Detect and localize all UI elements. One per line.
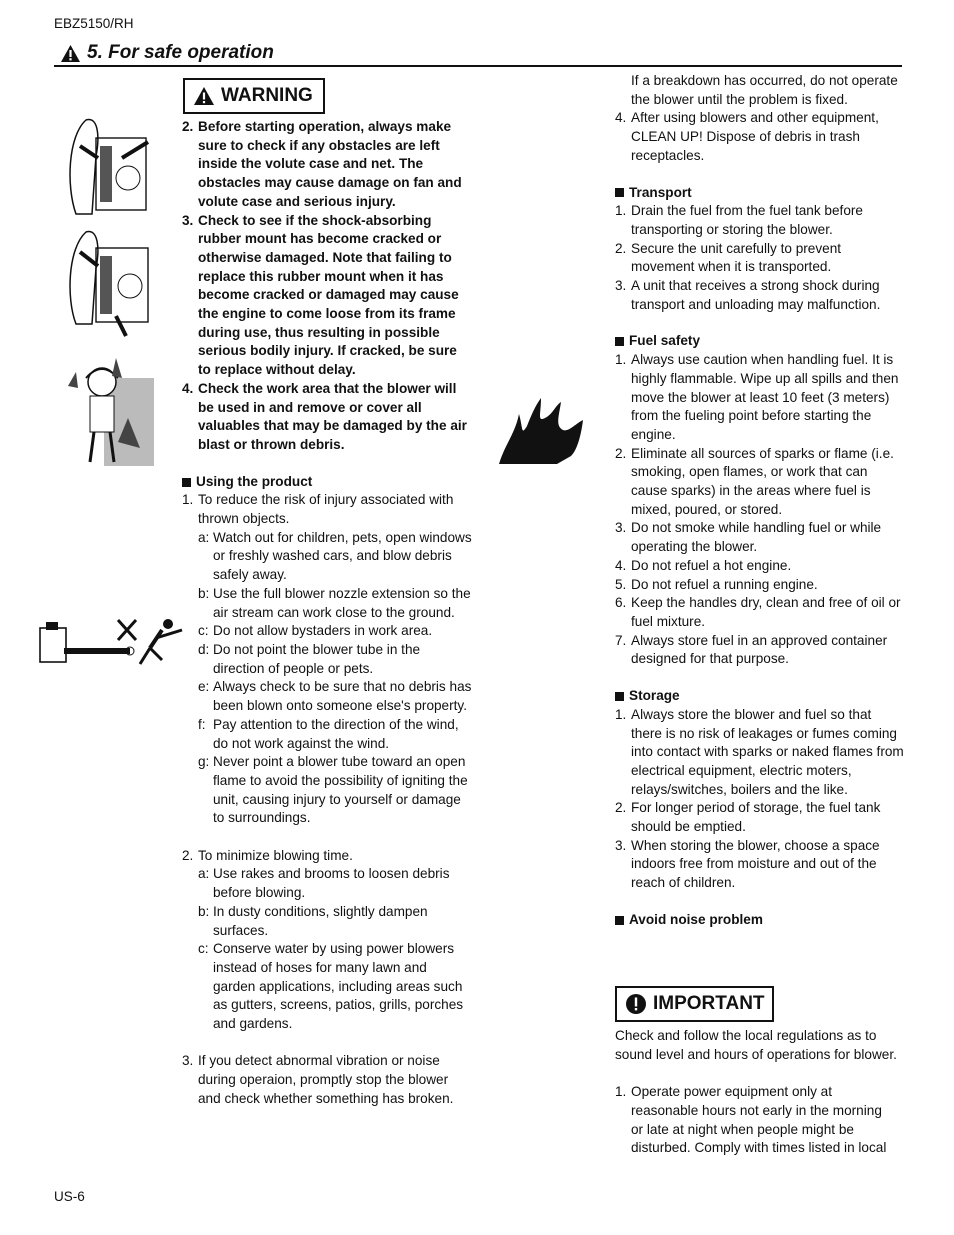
rubber-mount-illustration [66,228,156,338]
section-heading [615,184,905,203]
blower-bystander-icon [38,614,190,670]
item-number: 2. [615,445,627,461]
noise-section [615,1027,897,1158]
noise-intro: Check and follow the local regulations as to sound level and hours of operations for blower. [615,1028,897,1062]
sub-item [182,622,472,641]
item-text: Operate power equipment only at reasonable hours not early in the morning or late at night when people might be disturbed. Comply with times listed in local [631,1084,887,1156]
sub-text: Use the full blower nozzle extension so the air stream can work close to the ground. [213,585,471,620]
sub-label: d: [198,641,210,657]
sub-text: Do not point the blower tube in the direction of people or pets. [213,641,421,676]
section-heading [182,473,472,492]
sub-item [182,753,472,828]
item-text: When storing the blower, choose a space indoors free from moisture and out of the reach of children. [631,837,880,891]
item-text: To reduce the risk of injury associated with thrown objects. [198,492,454,527]
sub-label: b: [198,903,210,919]
warning-box [183,78,325,114]
sub-item [182,865,472,902]
list-item [182,491,472,528]
list-item [615,240,905,277]
item-text: Always use caution when handling fuel. It is highly flammable. Wipe up all spills and then move the blower at least 10 feet (3 meters) from the fueling point before starting the engine. [631,352,899,442]
left-column [182,118,472,1109]
item-text: Keep the handles dry, clean and free of oil or fuel mixture. [631,595,901,629]
blower-obstacle-illustration [66,116,156,216]
item-text: Secure the unit carefully to prevent movement when it is transported. [631,240,842,275]
item-text: Eliminate all sources of sparks or flame (i.e. smoking, open flames, or work that can cause sparks) in the areas where fuel is mixed, poured, or stored. [631,445,894,517]
item-number: 1. [182,492,194,508]
list-item [615,109,905,165]
heading-text: Transport [629,184,692,200]
item-text: Do not smoke while handling fuel or while operating the blower. [631,520,882,555]
sub-item [182,678,472,715]
model-number: EBZ5150/RH [54,16,134,31]
item-number: 1. [615,1084,627,1100]
warning-item [182,380,472,455]
item-text: If you detect abnormal vibration or noise during operaion, promptly stop the blower and check whether something has broken. [198,1053,454,1106]
item-number: 2. [182,119,194,134]
list-item [615,594,905,631]
title-rule [54,65,902,67]
sub-label: c: [198,623,209,639]
sub-item [182,940,472,1034]
item-text: To minimize blowing time. [198,847,353,863]
list-item [615,1083,897,1158]
heading-text: Avoid noise problem [629,911,763,927]
list-item [615,445,905,520]
item-number: 1. [615,203,627,219]
sub-text: Conserve water by using power blowers instead of hoses for many lawn and garden applications, including areas such as gutters, screens, patios, grills, porches and gardens. [213,941,464,1032]
heading-text: Storage [629,688,680,704]
list-item [615,519,905,556]
list-item [615,632,905,669]
sub-label: c: [198,941,209,957]
warning-item [182,212,472,380]
item-number: 6. [615,595,627,611]
sub-item [182,716,472,753]
item-text: Do not refuel a running engine. [631,576,818,592]
list-item [615,837,905,893]
sub-item [182,585,472,622]
item-number: 4. [615,557,627,573]
list-item [182,1052,472,1108]
page-number: US-6 [54,1189,85,1204]
item-text: A unit that receives a strong shock during transport and unloading may malfunction. [631,278,881,312]
warning-triangle-icon [193,86,215,106]
square-bullet-icon [615,188,624,197]
sub-item [182,641,472,678]
item-number: 3. [615,520,627,536]
item-number: 4. [182,380,194,396]
item-text: For longer period of storage, the fuel tank should be emptied. [631,800,881,835]
important-label: IMPORTANT [653,992,765,1014]
section-heading [615,911,905,930]
sub-text: Use rakes and brooms to loosen debris before blowing. [213,866,450,901]
item-number: 2. [615,240,627,256]
item-text: Drain the fuel from the fuel tank before transporting or storing the blower. [631,203,863,237]
sub-text: Never point a blower tube toward an open flame to avoid the possibility of igniting the unit, causing injury to yourself or damage to surroundings. [213,754,468,826]
sub-item [182,903,472,940]
sub-label: g: [198,754,210,770]
item-text: Always store fuel in an approved container designed for that purpose. [631,632,888,667]
list-item [615,351,905,445]
item-text: Do not refuel a hot engine. [631,557,792,573]
exclamation-circle-icon [625,993,647,1015]
sub-text: In dusty conditions, slightly dampen surfaces. [213,903,428,938]
sub-label: a: [198,529,210,545]
sub-label: b: [198,585,210,601]
sub-label: f: [198,716,206,732]
right-column [615,72,905,930]
section-heading [615,687,905,706]
list-item [615,202,905,239]
list-item [615,277,905,314]
item-text: Check the work area that the blower will be used in and remove or cover all valuables that may be damaged by the air blast or thrown debris. [198,380,467,452]
sub-text: Do not allow bystaders in work area. [213,623,433,639]
item-number: 3. [615,837,627,853]
item-number: 4. [615,110,627,126]
item-text: After using blowers and other equipment, CLEAN UP! Dispose of debris in trash receptacles. [631,110,879,163]
section-title [60,41,274,65]
list-item [182,847,472,866]
item-number: 1. [615,706,627,722]
item-text: Always store the blower and fuel so that there is no risk of leakages or fumes coming into contact with sparks or naked flames from electrical equipment, electric moters, relays/switches, boilers and the like. [631,706,904,797]
sub-text: Pay attention to the direction of the wind, do not work against the wind. [213,716,459,751]
heading-text: Using the product [196,473,313,489]
item-text: Before starting operation, always make sure to check if any obstacles are left inside the volute case and net. The obstacles may cause damage on fan and volute case and serious injury. [198,119,462,209]
worker-illustration [64,358,156,468]
square-bullet-icon [182,478,191,487]
square-bullet-icon [615,916,624,925]
important-box [615,986,774,1022]
sub-text: Watch out for children, pets, open windows or freshly washed cars, and blow debris safely away. [213,529,472,583]
list-item [615,799,905,836]
sub-label: e: [198,679,210,695]
square-bullet-icon [615,692,624,701]
warning-label: WARNING [221,84,313,106]
item-text: Check to see if the shock-absorbing rubber mount has become cracked or otherwise damaged. Note that failing to replace this rubber mount when it has become cracked or damaged may cause the engine to come loose from its frame during use, thus resulting in possible serious bodily injury. If cracked, be sure to replace without delay. [198,212,459,378]
sub-item [182,529,472,585]
list-item [615,557,905,576]
item-number: 1. [615,352,627,368]
sub-text: Always check to be sure that no debris has been blown onto someone else's property. [213,679,472,714]
item-number: 3. [615,278,627,294]
square-bullet-icon [615,337,624,346]
warning-triangle-icon [60,44,81,63]
list-item [615,706,905,800]
item-number: 7. [615,632,627,648]
flame-icon [497,396,587,466]
heading-text: Fuel safety [629,333,701,349]
warning-item [182,118,472,212]
item-number: 3. [182,212,194,228]
list-item [615,576,905,595]
item-number: 2. [615,800,627,816]
sub-label: a: [198,866,210,882]
section-heading [615,332,905,351]
section-title-text: 5. For safe operation [87,42,274,63]
item-number: 3. [182,1053,194,1069]
continued-text: If a breakdown has occurred, do not operate the blower until the problem is fixed. [631,73,898,107]
item-number: 5. [615,576,627,592]
item-number: 2. [182,847,194,863]
